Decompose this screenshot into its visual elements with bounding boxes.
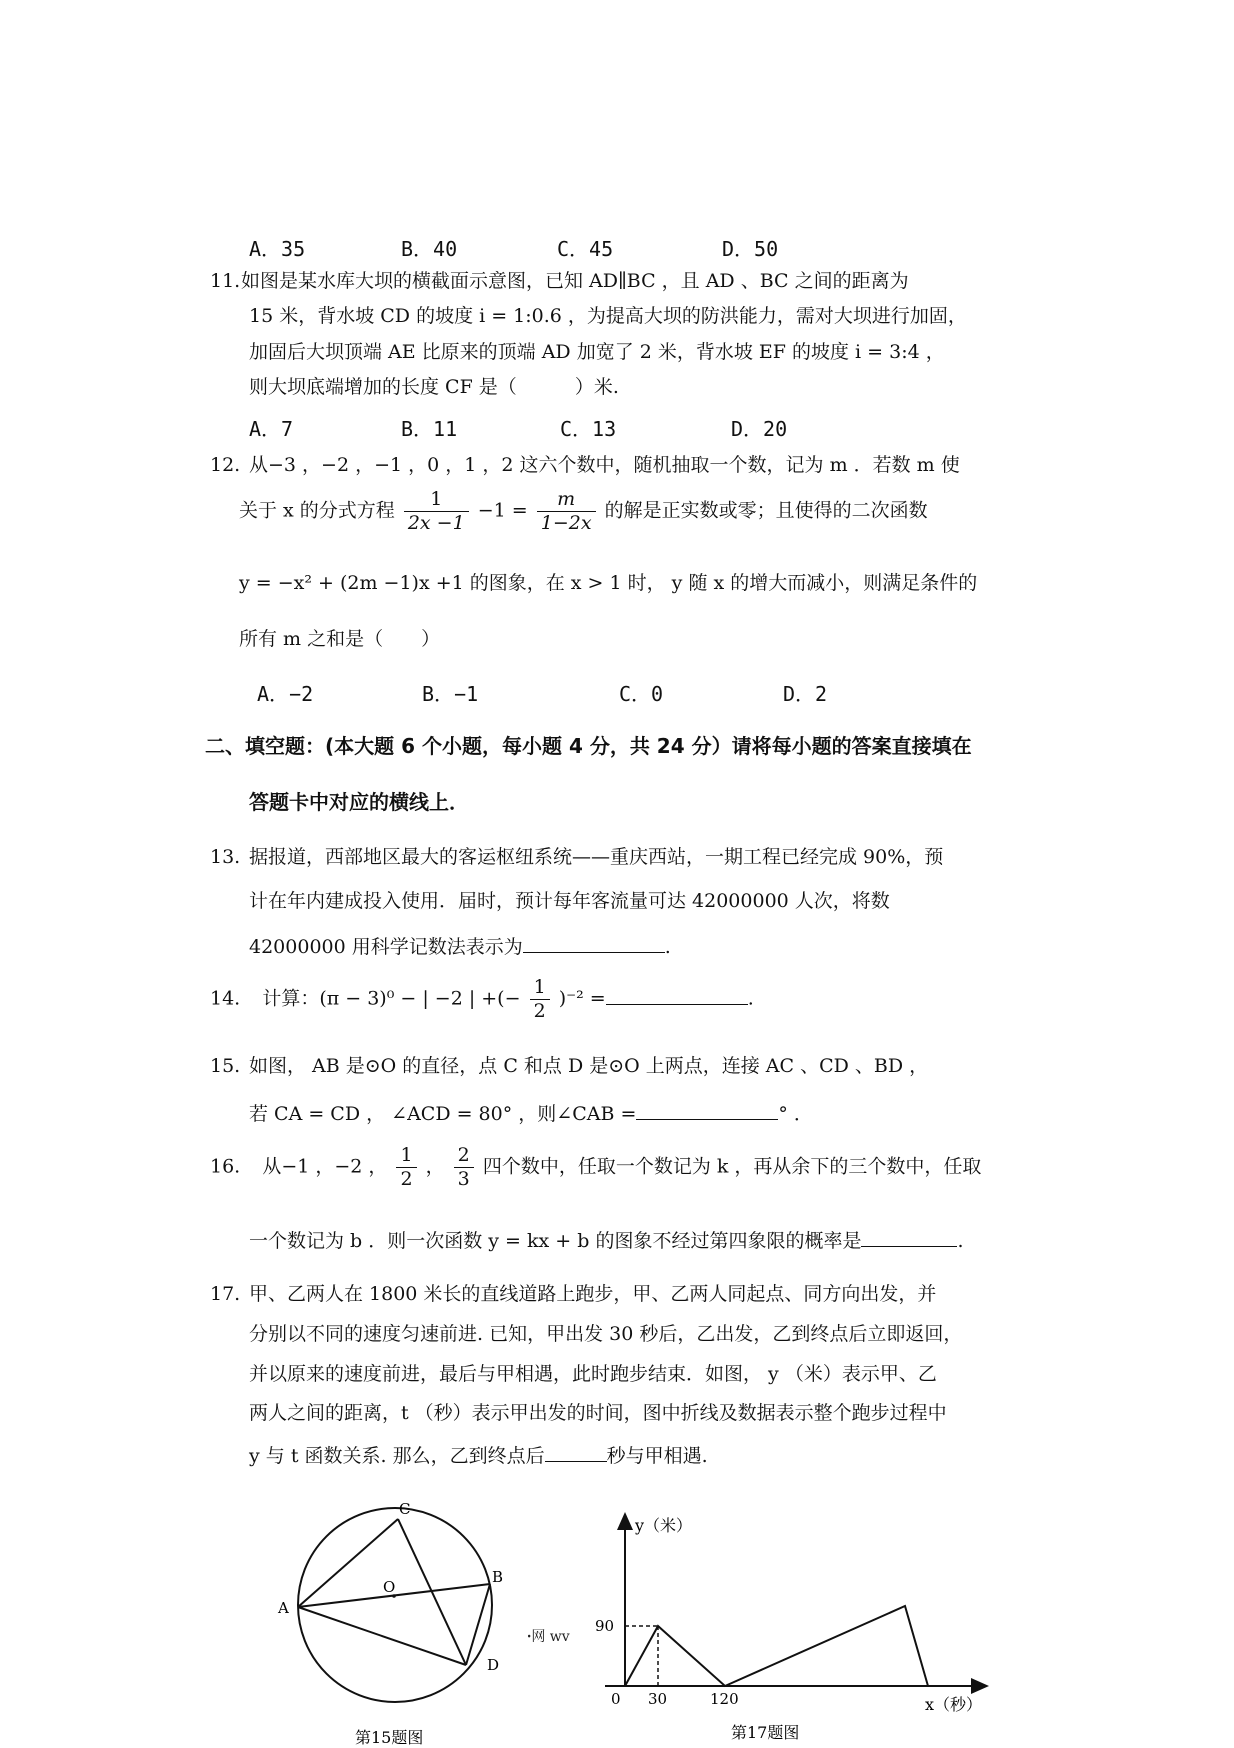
q15-number: 15. xyxy=(210,1055,241,1077)
figure-17-caption: 第17题图 xyxy=(731,1723,800,1742)
y-axis-label: y（米） xyxy=(635,1516,693,1535)
label-c: C xyxy=(399,1500,411,1518)
q12-option-a: A．−2 xyxy=(257,682,314,706)
q11-line-4-text: 则大坝底端增加的长度 CF 是（ xyxy=(249,376,517,398)
q14-frac-den: 2 xyxy=(533,1000,546,1022)
q14-fraction xyxy=(530,978,550,1021)
q12-option-c: C．0 xyxy=(619,682,664,706)
q17-answer-blank[interactable] xyxy=(545,1443,607,1462)
section-2-line-2: 答题卡中对应的横线上． xyxy=(249,790,469,814)
q16-frac2-den: 3 xyxy=(457,1168,470,1190)
q16-frac1-den: 2 xyxy=(400,1168,413,1190)
label-a: A xyxy=(278,1599,289,1617)
figure-15-caption: 第15题图 xyxy=(355,1728,424,1747)
q12-fraction-1 xyxy=(404,490,469,533)
q16-sep: ， xyxy=(425,1155,445,1178)
q13-line-3 xyxy=(249,934,671,957)
q12-line-2 xyxy=(239,490,928,533)
q16-frac1-num: 1 xyxy=(396,1146,416,1168)
q12-line-2-pre: 关于 x 的分式方程 xyxy=(239,499,395,522)
q15-line-1: 如图， AB 是⊙O 的直径，点 C 和点 D 是⊙O 上两点，连接 AC 、CD 、BD ， xyxy=(249,1055,929,1077)
label-o: O xyxy=(383,1578,396,1596)
circle-o xyxy=(298,1508,492,1702)
q17-line-4: 两人之间的距离，t （秒）表示甲出发的时间，图中折线及数据表示整个跑步过程中 xyxy=(249,1402,947,1424)
q14-end: . xyxy=(747,987,754,1010)
q13-number: 13. xyxy=(210,846,241,868)
q14-frac-num: 1 xyxy=(530,978,550,1000)
q16-line-1-pre: 从−1 ，−2 ， xyxy=(262,1155,388,1178)
q12-option-b: B．−1 xyxy=(422,682,479,706)
q16-frac2-num: 2 xyxy=(454,1146,474,1168)
segment-ad xyxy=(298,1607,466,1665)
q14-expr-post: )⁻² = xyxy=(558,987,606,1010)
x-axis-label: x（秒） xyxy=(925,1695,983,1714)
q17-line-3: 并以原来的速度前进，最后与甲相遇，此时跑步结束．如图， y （米）表示甲、乙 xyxy=(249,1363,937,1385)
q11-option-b: B．11 xyxy=(401,417,458,441)
q17-line-5 xyxy=(249,1443,708,1466)
figure-15 xyxy=(270,1500,510,1748)
q12-frac1-num: 1 xyxy=(404,490,469,512)
q16-line-2 xyxy=(249,1228,964,1251)
q16-fraction-2 xyxy=(454,1146,474,1189)
q17-line-2: 分别以不同的速度匀速前进. 已知，甲出发 30 秒后，乙出发，乙到终点后立即返回， xyxy=(249,1323,963,1345)
q12-number: 12. xyxy=(210,454,241,476)
q16-line-1 xyxy=(210,1146,981,1189)
q14-expr-pre: 计算：(π − 3)⁰ − | −2 | +(− xyxy=(262,987,521,1010)
q15-line-2 xyxy=(249,1101,813,1124)
q13-line-3-text: 42000000 用科学记数法表示为 xyxy=(249,936,523,958)
q10-option-c: C．45 xyxy=(557,237,614,261)
q12-frac2-den: 1−2x xyxy=(540,512,592,534)
distance-polyline xyxy=(625,1606,928,1686)
section-2-line-1: 二、填空题：(本大题 6 个小题，每小题 4 分，共 24 分）请将每小题的答案直接填在 xyxy=(205,734,972,758)
q17-number: 17. xyxy=(210,1283,241,1305)
q14-answer-blank[interactable] xyxy=(606,986,748,1005)
q13-line-1: 据报道，西部地区最大的客运枢纽系统——重庆西站，一期工程已经完成 90%，预 xyxy=(249,846,944,868)
q11-option-a: A．7 xyxy=(249,417,294,441)
q13-line-2: 计在年内建成投入使用．届时，预计每年客流量可达 42000000 人次，将数 xyxy=(249,890,890,912)
q13-answer-blank[interactable] xyxy=(523,934,665,953)
x-tick-120: 120 xyxy=(710,1690,739,1708)
q11-line-4 xyxy=(249,378,619,397)
q14-number: 14. xyxy=(210,987,241,1010)
q11-line-3: 加固后大坝顶端 AE 比原来的顶端 AD 加宽了 2 米，背水坡 EF 的坡度 i = 3:4 ， xyxy=(249,341,945,363)
q11-line-4-end: ）米. xyxy=(574,376,619,398)
q12-line-2-post: 的解是正实数或零；且使得的二次函数 xyxy=(604,499,928,522)
q10-option-b: B．40 xyxy=(401,237,458,261)
q13-end: . xyxy=(664,936,671,958)
q12-line-2-mid: −1 = xyxy=(477,499,528,522)
segment-cd xyxy=(398,1519,466,1665)
q16-end: . xyxy=(957,1230,964,1252)
q16-line-2-text: 一个数记为 b ．则一次函数 y = kx + b 的图象不经过第四象限的概率是 xyxy=(249,1230,862,1252)
q11-line-2: 15 米，背水坡 CD 的坡度 i = 1:0.6 ，为提高大坝的防洪能力，需对大坝进行加固， xyxy=(249,305,967,327)
q11-option-c: C．13 xyxy=(560,417,617,441)
y-tick-90: 90 xyxy=(595,1617,615,1635)
origin-label: 0 xyxy=(611,1690,621,1708)
q17-line-5-text: y 与 t 函数关系. 那么，乙到终点后 xyxy=(249,1445,545,1467)
label-d: D xyxy=(487,1656,500,1674)
q16-line-1-post: 四个数中，任取一个数记为 k ，再从余下的三个数中，任取 xyxy=(482,1155,982,1178)
q12-line-4: 所有 m 之和是（ ） xyxy=(239,628,441,650)
q16-fraction-1 xyxy=(396,1146,416,1189)
q12-line-1: 从−3 ，−2 ，−1 ，0 ，1 ，2 这六个数中，随机抽取一个数，记为 m ．若数 m 使 xyxy=(249,454,960,476)
q15-line-2-text: 若 CA = CD ， ∠ACD = 80° ，则∠CAB = xyxy=(249,1103,637,1125)
label-b: B xyxy=(492,1568,504,1586)
q11-option-d: D．20 xyxy=(731,417,788,441)
q16-answer-blank[interactable] xyxy=(861,1228,957,1247)
q12-option-d: D．2 xyxy=(783,682,828,706)
q12-fraction-2 xyxy=(537,490,596,533)
q12-frac1-den: 2x −1 xyxy=(407,512,465,534)
q10-option-a: A．35 xyxy=(249,237,306,261)
q10-option-d: D．50 xyxy=(722,237,779,261)
q17-line-1: 甲、乙两人在 1800 米长的直线道路上跑步，甲、乙两人同起点、同方向出发，并 xyxy=(249,1283,937,1305)
q11-number: 11. xyxy=(210,270,241,292)
q15-end: ° ． xyxy=(778,1103,813,1125)
scan-noise-text: ꞏ网 wv xyxy=(527,1629,570,1645)
figure-17 xyxy=(585,1508,1000,1748)
segment-bd xyxy=(466,1584,490,1665)
q15-answer-blank[interactable] xyxy=(636,1101,778,1120)
question-14 xyxy=(210,978,754,1021)
q11-line-1: 如图是某水库大坝的横截面示意图，已知 AD∥BC ，且 AD 、BC 之间的距离为 xyxy=(241,270,909,292)
q12-line-3: y = −x² + (2m −1)x +1 的图象，在 x > 1 时， y 随 x 的增大而减小，则满足条件的 xyxy=(239,572,978,594)
q17-line-5-end: 秒与甲相遇. xyxy=(606,1445,708,1467)
q16-number: 16. xyxy=(210,1155,241,1178)
x-tick-30: 30 xyxy=(648,1690,668,1708)
q12-frac2-num: m xyxy=(537,490,596,512)
